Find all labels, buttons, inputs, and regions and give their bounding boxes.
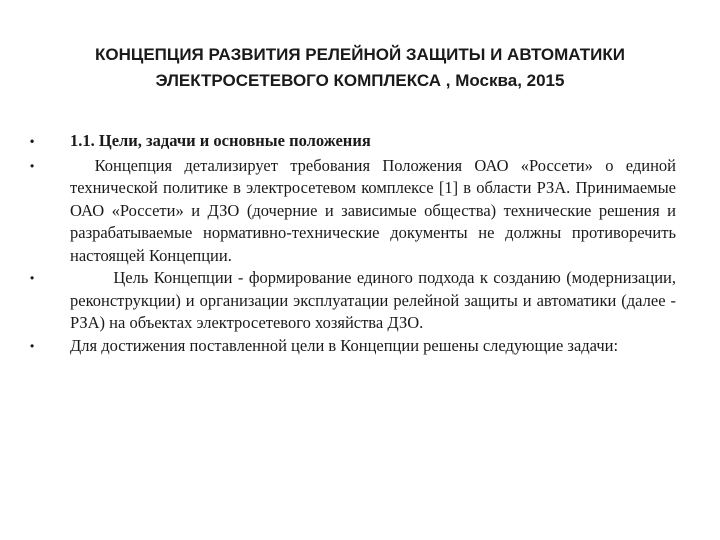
slide-title: [60, 42, 660, 94]
title-line-2: ЭЛЕКТРОСЕТЕВОГО КОМПЛЕКСА , Москва, 2015: [155, 71, 565, 90]
bullet-text: 1.1. Цели, задачи и основные положения: [70, 131, 371, 150]
bullet-marker: •: [30, 338, 35, 353]
bullet-marker: •: [30, 271, 35, 285]
bullet-list: [30, 130, 676, 357]
bullet-item-paragraph: [30, 267, 676, 335]
bullet-item-heading: [30, 130, 676, 153]
bullet-text: Для достижения поставленной цели в Концепции решены следующие задачи:: [70, 335, 619, 355]
bullet-marker: •: [30, 158, 35, 173]
bullet-marker: •: [30, 134, 35, 148]
bullet-item-paragraph: [30, 155, 676, 268]
bullet-text: Цель Концепции - формирование единого подхода к созданию (модернизации, реконструкции) и организации эксплуатации релейной защиты и автоматики (далее - РЗА) на объектах электросетевого хозяйства ДЗО.: [70, 268, 676, 332]
title-line-1: КОНЦЕПЦИЯ РАЗВИТИЯ РЕЛЕЙНОЙ ЗАЩИТЫ И АВТОМАТИКИ: [95, 45, 625, 64]
bullet-text: Концепция детализирует требования Положения ОАО «Россети» о единой технической политике в электросетевом комплексе [1] в области РЗА. Принимаемые ОАО «Россети» и ДЗО (дочерние и зависимые общества) технические решения и разрабатываемые нормативно-технические документы не должны противоречить настоящей Концепции.: [70, 155, 676, 265]
bullet-item-paragraph: [30, 335, 676, 358]
